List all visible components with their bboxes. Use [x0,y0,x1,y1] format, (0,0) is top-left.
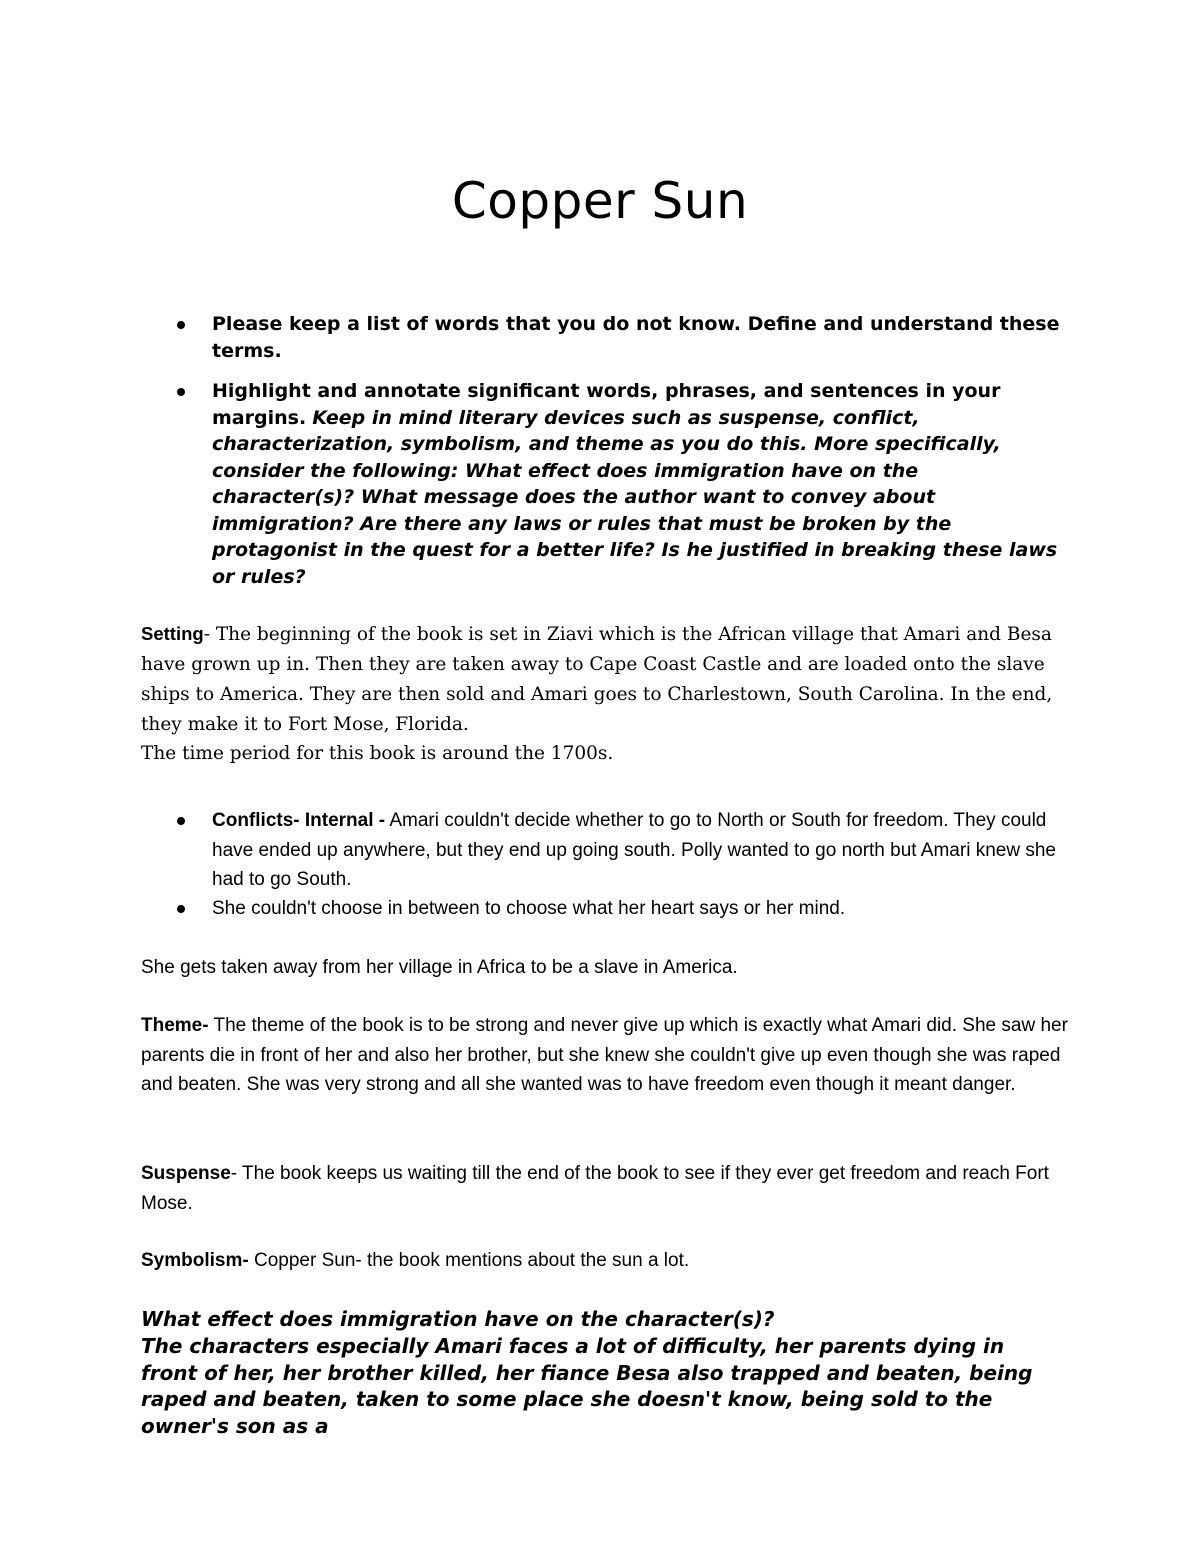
theme-paragraph [141,1011,1071,1100]
conflict-item-1 [212,806,1072,895]
conflict-text: Amari couldn't decide whether to go to North or South for freedom. They could have ended up anywhere, but they end up going south. Polly wanted to go north but Amari knew she had to go South. [212,810,1056,890]
bullet-icon [177,817,185,825]
instruction-item-2 [212,378,1062,590]
suspense-text: - The book keeps us waiting till the end of the book to see if they ever get freedom and reach Fort Mose. [141,1163,1049,1214]
setting-paragraph [141,619,1071,740]
setting-text: - The beginning of the book is set in Ziavi which is the African village that Amari and Besa have grown up in. Then they are taken away to Cape Coast Castle and are loaded onto the slave ships to America. They are then sold and Amari goes to Charlestown, South Carolina. In the end, they make it to Fort Mose, Florida. [141,624,1053,735]
conflict-item-2 [212,894,1072,924]
theme-label: Theme- [141,1015,209,1036]
bullet-icon [177,321,185,329]
bullet-icon [177,905,185,913]
setting-label: Setting [141,623,204,644]
page-title: Copper Sun [451,172,749,230]
question-heading: What effect does immigration have on the character(s)? [141,1307,775,1331]
suspense-label: Suspense [141,1163,231,1184]
conflict-label: Conflicts- Internal - [212,810,386,831]
time-period-line: The time period for this book is around the 1700s. [141,743,614,764]
instruction-text: Please keep a list of words that you do not know. Define and understand these terms. [212,313,1060,362]
symbolism-paragraph [141,1246,1071,1276]
instruction-item-1 [212,311,1062,364]
instruction-bold-text: Highlight and annotate significant words, phrases, and sentences in your margins. [212,380,1001,429]
question-answer: The characters especially Amari faces a lot of difficulty, her parents dying in front of her, her brother killed, her fiance Besa also trapped and beaten, being raped and beaten, taken to some place she doesn't know, being sold to the owner's son as a [141,1334,1033,1438]
conflict-text: She couldn't choose in between to choose what her heart says or her mind. [212,898,846,919]
symbolism-label: Symbolism- [141,1250,249,1271]
external-conflict-line: She gets taken away from her village in Africa to be a slave in America. [141,957,738,978]
instruction-italic-text: Keep in mind literary devices such as suspense, conflict, characterization, symbolism, and theme as you do this. More specifically, consider the following: What effect does immigration have on the character(s)? What message does the author want to convey about immigration? Are there any laws or rules that must be broken by the protagonist in the quest for a better life? Is he justified in breaking these laws or rules? [212,406,1058,588]
theme-text: The theme of the book is to be strong and never give up which is exactly what Amari did. She saw her parents die in front of her and also her brother, but she knew she couldn't give up even though she was raped and beaten. She was very strong and all she wanted was to have freedom even though it meant danger. [141,1015,1068,1095]
bullet-icon [177,388,185,396]
symbolism-text: Copper Sun- the book mentions about the sun a lot. [248,1250,690,1271]
suspense-paragraph [141,1159,1071,1218]
